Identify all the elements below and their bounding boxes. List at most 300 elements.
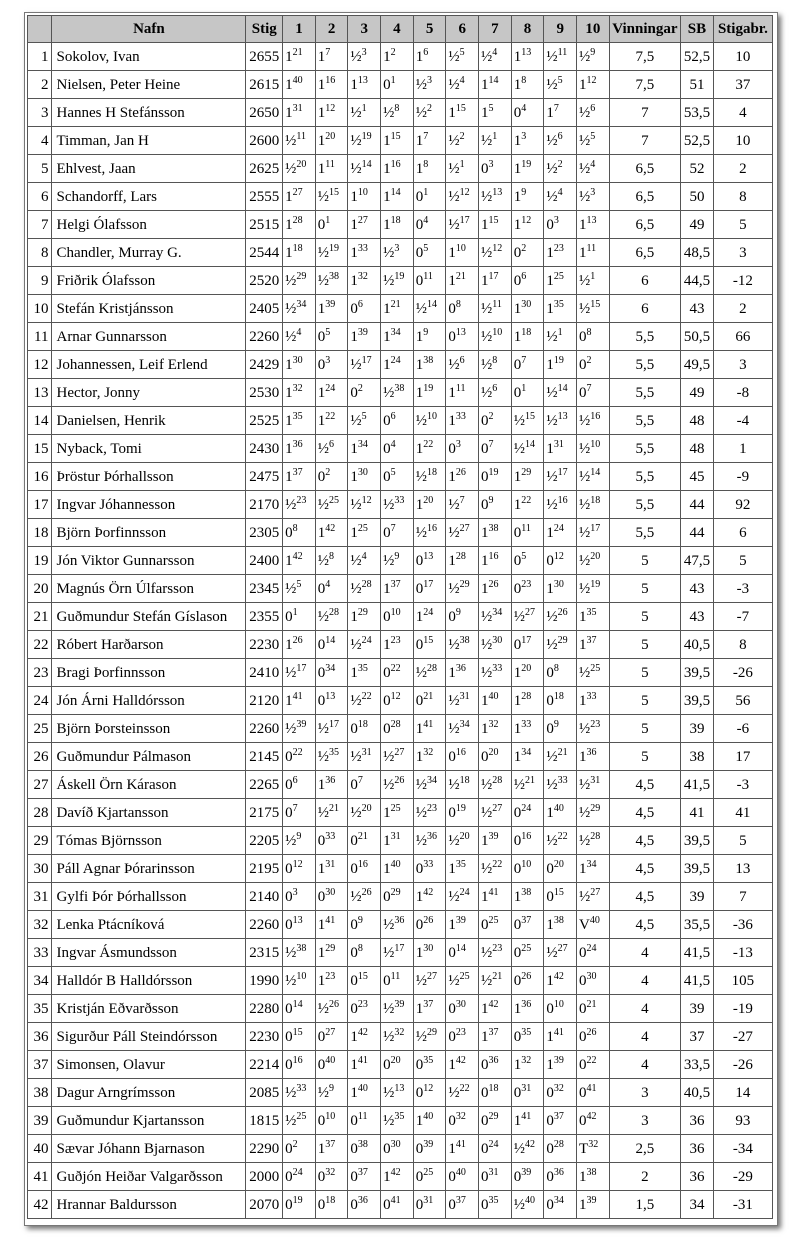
result-score: ½	[481, 776, 493, 793]
opponent-number: 10	[590, 438, 601, 450]
opponent-number: 12	[292, 858, 303, 870]
round-result	[348, 995, 381, 1023]
opponent-number: 20	[521, 662, 532, 674]
opponent-number: 21	[586, 998, 597, 1010]
round-result	[381, 351, 414, 379]
opponent-number: 13	[423, 550, 434, 562]
round-result	[544, 771, 577, 799]
round-result	[577, 995, 610, 1023]
rating-cell: 2625	[246, 155, 283, 183]
table-row	[28, 911, 773, 939]
round-result	[381, 1079, 414, 1107]
round-result	[381, 71, 414, 99]
opponent-number: 8	[292, 522, 298, 534]
opponent-number: 27	[557, 942, 568, 954]
opponent-number: 21	[292, 46, 303, 58]
result-score: 1	[285, 356, 293, 373]
round-result	[381, 855, 414, 883]
rating-change-cell: -12	[713, 267, 772, 295]
opponent-number: 4	[390, 438, 396, 450]
result-score: 0	[481, 1140, 489, 1157]
table-row	[28, 743, 773, 771]
opponent-number: 40	[553, 802, 564, 814]
result-score: 1	[579, 244, 587, 261]
result-score: ½	[448, 160, 460, 177]
opponent-number: 38	[329, 270, 340, 282]
opponent-number: 26	[557, 606, 568, 618]
result-score: 0	[350, 972, 358, 989]
opponent-number: 13	[325, 690, 336, 702]
opponent-number: 18	[553, 690, 564, 702]
round-result	[315, 379, 348, 407]
result-score: 1	[448, 244, 456, 261]
opponent-number: 23	[492, 942, 503, 954]
result-score: 1	[383, 860, 391, 877]
sb-cell: 48,5	[681, 239, 714, 267]
rating-change-cell: -9	[713, 463, 772, 491]
result-score: 0	[481, 496, 489, 513]
rating-cell: 1815	[246, 1107, 283, 1135]
opponent-number: 5	[521, 550, 527, 562]
result-score: 0	[513, 1084, 522, 1101]
result-score: ½	[481, 356, 493, 373]
opponent-number: 4	[590, 158, 596, 170]
result-score: 0	[513, 944, 522, 961]
round-result	[544, 295, 577, 323]
opponent-number: 34	[390, 326, 401, 338]
opponent-number: 23	[590, 718, 601, 730]
opponent-number: 20	[459, 830, 470, 842]
result-score: ½	[579, 524, 591, 541]
round-result	[283, 1107, 316, 1135]
round-result	[413, 295, 446, 323]
opponent-number: 30	[492, 634, 503, 646]
rating-cell: 2429	[246, 351, 283, 379]
round-result	[315, 435, 348, 463]
table-row	[28, 631, 773, 659]
sb-cell: 44	[681, 491, 714, 519]
result-score: 0	[546, 692, 554, 709]
opponent-number: 22	[361, 690, 372, 702]
rating-cell: 2260	[246, 323, 283, 351]
rating-change-cell: 2	[713, 295, 772, 323]
result-score: 0	[285, 804, 293, 821]
round-result	[348, 631, 381, 659]
opponent-number: 3	[455, 438, 461, 450]
result-score: 1	[546, 300, 554, 317]
result-score: ½	[579, 496, 591, 513]
opponent-number: 37	[325, 1138, 336, 1150]
opponent-number: 10	[521, 858, 532, 870]
table-row	[28, 855, 773, 883]
opponent-number: 24	[459, 886, 470, 898]
player-name: Friðrik Ólafsson	[52, 267, 246, 295]
round-result	[381, 491, 414, 519]
rating-cell: 2085	[246, 1079, 283, 1107]
opponent-number: 24	[488, 1138, 499, 1150]
result-score: ½	[481, 804, 493, 821]
round-result	[413, 71, 446, 99]
result-score: 0	[383, 440, 391, 457]
result-score: ½	[579, 48, 591, 65]
result-score: 1	[383, 300, 391, 317]
opponent-number: 35	[455, 858, 466, 870]
opponent-number: 14	[524, 438, 535, 450]
opponent-number: 8	[329, 550, 335, 562]
round-result	[413, 883, 446, 911]
round-result	[283, 715, 316, 743]
points-cell: 6	[609, 267, 680, 295]
result-score: ½	[317, 188, 330, 205]
rating-change-cell: -26	[713, 1051, 772, 1079]
round-result	[544, 183, 577, 211]
result-score: ½	[481, 972, 493, 989]
table-row	[28, 1051, 773, 1079]
round-result	[479, 519, 512, 547]
opponent-number: 34	[426, 774, 437, 786]
opponent-number: 6	[590, 102, 596, 114]
round-result	[283, 1079, 316, 1107]
opponent-number: 40	[390, 858, 401, 870]
result-score: ½	[579, 300, 591, 317]
round-result	[315, 71, 348, 99]
result-score: ½	[350, 636, 362, 653]
round-result	[381, 967, 414, 995]
result-score: 1	[317, 412, 326, 429]
rating-change-cell: -8	[713, 379, 772, 407]
round-result	[283, 491, 316, 519]
opponent-number: 36	[521, 998, 532, 1010]
opponent-number: 39	[325, 298, 336, 310]
result-score: ½	[285, 832, 297, 849]
round-result	[446, 967, 479, 995]
result-score: ½	[579, 104, 591, 121]
result-score: ½	[448, 48, 460, 65]
opponent-number: 14	[557, 382, 568, 394]
rank-cell: 30	[28, 855, 52, 883]
result-score: 1	[579, 748, 587, 765]
player-name: Lenka Ptácníková	[52, 911, 246, 939]
result-score: 1	[481, 1028, 489, 1045]
round-result	[381, 463, 414, 491]
result-score: 1	[317, 300, 326, 317]
opponent-number: 35	[357, 662, 368, 674]
round-result	[577, 463, 610, 491]
opponent-number: 40	[325, 1054, 336, 1066]
player-name: Björn Þorsteinsson	[52, 715, 246, 743]
round-result	[577, 211, 610, 239]
round-result	[348, 1079, 381, 1107]
result-score: 1	[513, 1112, 522, 1129]
round-result	[315, 295, 348, 323]
opponent-number: 30	[325, 886, 336, 898]
result-score: 0	[317, 1028, 326, 1045]
round-result	[511, 967, 544, 995]
round-result	[413, 267, 446, 295]
result-score: 1	[350, 272, 358, 289]
player-name: Dagur Arngrímsson	[52, 1079, 246, 1107]
round-result	[511, 99, 544, 127]
round-result	[479, 99, 512, 127]
opponent-number: 1	[325, 214, 331, 226]
opponent-number: 40	[488, 690, 499, 702]
points-cell: 3	[609, 1079, 680, 1107]
opponent-number: 24	[292, 1166, 303, 1178]
round-result	[479, 435, 512, 463]
opponent-number: 13	[492, 186, 503, 198]
rating-change-cell: -36	[713, 911, 772, 939]
rating-change-cell: 6	[713, 519, 772, 547]
opponent-number: 19	[488, 466, 499, 478]
rank-cell: 38	[28, 1079, 52, 1107]
result-score: 1	[350, 1084, 358, 1101]
opponent-number: 39	[521, 1166, 532, 1178]
result-score: 0	[285, 1168, 293, 1185]
rank-cell: 9	[28, 267, 52, 295]
result-score: 1	[285, 48, 293, 65]
round-result	[544, 71, 577, 99]
result-score: 0	[317, 328, 326, 345]
round-result	[348, 547, 381, 575]
result-score: 0	[285, 1196, 293, 1213]
points-cell: 5,5	[609, 323, 680, 351]
points-cell: 4,5	[609, 855, 680, 883]
result-score: ½	[579, 804, 591, 821]
opponent-number: 33	[455, 410, 466, 422]
result-score: ½	[383, 384, 395, 401]
opponent-number: 20	[325, 130, 336, 142]
result-score: 0	[415, 244, 424, 261]
player-name: Hannes H Stefánsson	[52, 99, 246, 127]
round-result	[381, 239, 414, 267]
round-result	[446, 295, 479, 323]
table-row	[28, 967, 773, 995]
rating-cell: 2140	[246, 883, 283, 911]
opponent-number: 1	[292, 606, 298, 618]
opponent-number: 3	[488, 158, 494, 170]
round-result	[446, 547, 479, 575]
result-score: 1	[350, 524, 358, 541]
opponent-number: 16	[455, 746, 466, 758]
result-score: 0	[350, 1000, 358, 1017]
round-result	[446, 575, 479, 603]
round-result	[283, 883, 316, 911]
result-score: 1	[415, 132, 424, 149]
round-result	[479, 211, 512, 239]
sb-cell: 37	[681, 1023, 714, 1051]
opponent-number: 2	[459, 130, 465, 142]
round-result	[283, 323, 316, 351]
sb-cell: 38	[681, 743, 714, 771]
result-score: 0	[285, 888, 293, 905]
opponent-number: 40	[292, 74, 303, 86]
result-score: ½	[317, 1000, 330, 1017]
round-result	[511, 659, 544, 687]
opponent-number: 42	[586, 1110, 597, 1122]
round-result	[283, 855, 316, 883]
opponent-number: 16	[557, 494, 568, 506]
opponent-number: 13	[557, 410, 568, 422]
opponent-number: 37	[292, 466, 303, 478]
points-cell: 5,5	[609, 463, 680, 491]
round-result	[283, 43, 316, 71]
result-score: ½	[317, 608, 330, 625]
result-score: 1	[513, 468, 522, 485]
opponent-number: 38	[357, 1138, 368, 1150]
result-score: 0	[415, 188, 424, 205]
player-name: Simonsen, Olavur	[52, 1051, 246, 1079]
result-score: 1	[415, 356, 424, 373]
round-result	[283, 435, 316, 463]
opponent-number: 4	[423, 214, 429, 226]
rating-change-cell: 8	[713, 183, 772, 211]
round-result	[479, 827, 512, 855]
rank-cell: 27	[28, 771, 52, 799]
round-result	[511, 183, 544, 211]
round-result	[511, 43, 544, 71]
round-result	[315, 827, 348, 855]
round-result	[544, 995, 577, 1023]
opponent-number: 29	[590, 802, 601, 814]
rating-change-cell: -6	[713, 715, 772, 743]
result-score: ½	[546, 776, 558, 793]
round-result	[283, 351, 316, 379]
round-result	[413, 351, 446, 379]
rank-cell: 19	[28, 547, 52, 575]
round-result	[577, 323, 610, 351]
result-score: V	[579, 916, 590, 933]
round-result	[511, 1163, 544, 1191]
points-cell: 4,5	[609, 827, 680, 855]
round-result	[544, 267, 577, 295]
player-name: Áskell Örn Kárason	[52, 771, 246, 799]
result-score: ½	[415, 468, 427, 485]
opponent-number: 12	[492, 242, 503, 254]
result-score: 0	[317, 468, 326, 485]
result-score: ½	[448, 76, 460, 93]
opponent-number: 16	[521, 830, 532, 842]
opponent-number: 5	[557, 74, 563, 86]
opponent-number: 27	[292, 186, 303, 198]
round-result	[479, 1191, 512, 1219]
result-score: 1	[481, 1000, 489, 1017]
result-score: ½	[448, 888, 460, 905]
opponent-number: 30	[357, 466, 368, 478]
round-result	[446, 323, 479, 351]
opponent-number: 16	[357, 858, 368, 870]
round-result	[479, 155, 512, 183]
opponent-number: 38	[488, 522, 499, 534]
opponent-number: 4	[459, 74, 465, 86]
opponent-number: 10	[492, 326, 503, 338]
round-result	[283, 1163, 316, 1191]
sb-cell: 44	[681, 519, 714, 547]
round-result	[315, 155, 348, 183]
opponent-number: 14	[455, 942, 466, 954]
round-result	[544, 239, 577, 267]
round-result	[511, 687, 544, 715]
result-score: 0	[546, 664, 554, 681]
result-score: ½	[383, 104, 395, 121]
rating-cell: 2120	[246, 687, 283, 715]
result-score: 0	[350, 1112, 358, 1129]
points-cell: 4,5	[609, 771, 680, 799]
result-score: 0	[317, 832, 326, 849]
opponent-number: 14	[590, 466, 601, 478]
result-score: ½	[317, 1084, 330, 1101]
round-result	[381, 939, 414, 967]
opponent-number: 1	[590, 270, 596, 282]
rating-change-cell: -7	[713, 603, 772, 631]
round-result	[348, 659, 381, 687]
round-result	[315, 939, 348, 967]
result-score: 1	[415, 1000, 424, 1017]
rating-change-cell: 10	[713, 43, 772, 71]
result-score: 0	[350, 1168, 358, 1185]
result-score: 0	[481, 440, 489, 457]
round-result	[348, 239, 381, 267]
round-result	[446, 799, 479, 827]
round-result	[446, 463, 479, 491]
opponent-number: 25	[553, 270, 564, 282]
opponent-number: 21	[390, 298, 401, 310]
round-result	[315, 267, 348, 295]
round-result	[577, 99, 610, 127]
opponent-number: 27	[590, 886, 601, 898]
opponent-number: 19	[455, 802, 466, 814]
round-result	[381, 547, 414, 575]
round-result	[283, 743, 316, 771]
table-row	[28, 211, 773, 239]
result-score: ½	[481, 860, 493, 877]
round-result	[315, 967, 348, 995]
opponent-number: 26	[361, 886, 372, 898]
result-score: 1	[546, 356, 554, 373]
round-result	[577, 1107, 610, 1135]
result-score: 0	[285, 1028, 293, 1045]
round-result	[283, 939, 316, 967]
player-name: Gylfi Þór Þórhallsson	[52, 883, 246, 911]
opponent-number: 28	[492, 774, 503, 786]
round-result	[511, 239, 544, 267]
result-score: 1	[579, 636, 587, 653]
result-score: 1	[317, 132, 326, 149]
result-score: 0	[513, 244, 522, 261]
round-result	[315, 911, 348, 939]
rank-cell: 33	[28, 939, 52, 967]
round-result	[446, 1107, 479, 1135]
player-name: Schandorff, Lars	[52, 183, 246, 211]
result-score: ½	[448, 216, 460, 233]
sb-cell: 49	[681, 211, 714, 239]
opponent-number: 15	[292, 1026, 303, 1038]
opponent-number: 41	[357, 1054, 368, 1066]
table-row	[28, 715, 773, 743]
sb-cell: 41,5	[681, 967, 714, 995]
table-row	[28, 1191, 773, 1219]
opponent-number: 9	[553, 718, 559, 730]
opponent-number: 10	[455, 242, 466, 254]
opponent-number: 9	[296, 830, 302, 842]
opponent-number: 29	[459, 578, 470, 590]
rating-change-cell: 37	[713, 71, 772, 99]
opponent-number: 5	[296, 578, 302, 590]
round-result	[381, 743, 414, 771]
opponent-number: 17	[296, 662, 307, 674]
result-score: 1	[415, 748, 424, 765]
round-result	[413, 407, 446, 435]
round-result	[283, 827, 316, 855]
